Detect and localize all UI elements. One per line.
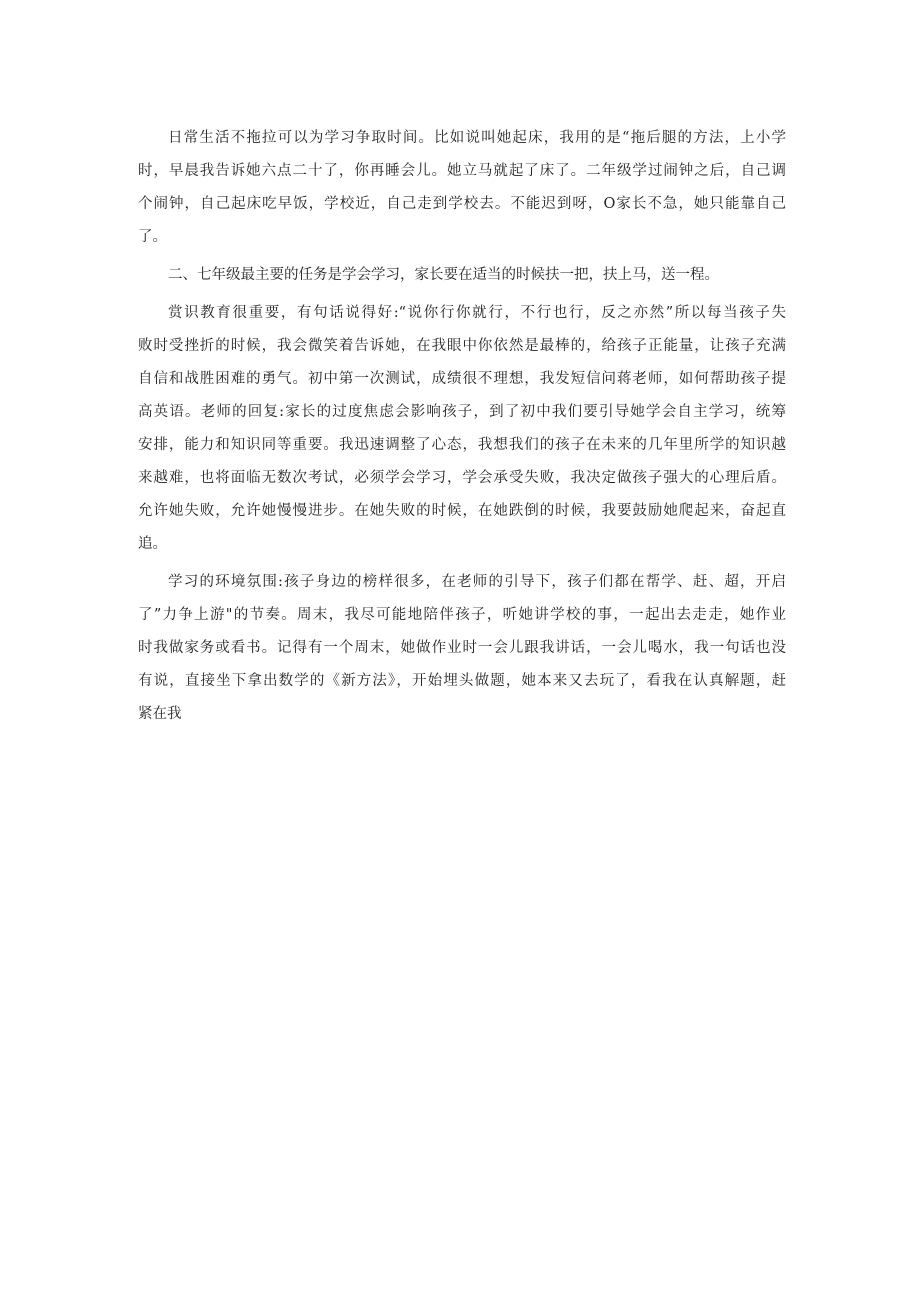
text-line: 了”力争上游"的节奏。周末，我尽可能地陪伴孩子，听她讲学校的事，一起出去走走，她作业: [138, 607, 786, 623]
paragraph-learning-environment: [138, 566, 786, 731]
text-line: 时，早晨我告诉她六点二十了，你再睡会儿。她立马就起了床了。二年级学过闹钟之后，自己调: [138, 163, 786, 179]
text-line: 追。: [138, 536, 167, 552]
text-line: 高英语。老师的回复:家长的过度焦虑会影响孩子，到了初中我们要引导她学会自主学习，统筹: [138, 404, 786, 420]
text-line: 安排，能力和知识同等重要。我迅速调整了心态，我想我们的孩子在未来的几年里所学的知识越: [138, 437, 786, 453]
text-line: 来越难，也将面临无数次考试，必须学会学习，学会承受失败，我决定做孩子强大的心理后盾。: [138, 470, 786, 486]
text-line: 败时受挫折的时候，我会微笑着告诉她，在我眼中你依然是最棒的，给孩子正能量，让孩子充满: [138, 338, 786, 354]
paragraph-daily-life: [138, 122, 786, 254]
text-line: 个闹钟，自己起床吃早饭，学校近，自己走到学校去。不能迟到呀，O家长不急，她只能靠自己: [138, 196, 786, 212]
text-line: 了。: [138, 229, 167, 245]
text-line: 二、七年级最主要的任务是学会学习，家长要在适当的时候扶一把，扶上马，送一程。: [168, 267, 719, 283]
paragraph-appreciation-education: [138, 297, 786, 561]
text-line: 有说，直接坐下拿出数学的《新方法》，开始埋头做题，她本来又去玩了，看我在认真解题，赶: [138, 673, 786, 689]
text-line: 紧在我: [138, 706, 182, 722]
text-line: 时我做家务或看书。记得有一个周末，她做作业时一会儿跟我讲话，一会儿喝水，我一句话也没: [138, 640, 786, 656]
text-line: 允许她失败，允许她慢慢进步。在她失败的时候，在她跌倒的时候，我要鼓励她爬起来，奋起直: [138, 503, 786, 519]
paragraph-section-heading: [138, 259, 786, 292]
document-body: [138, 122, 786, 731]
text-line: 日常生活不拖拉可以为学习争取时间。比如说叫她起床，我用的是“拖后腿的方法，上小学: [168, 130, 786, 146]
text-line: 赏识教育很重要，有句话说得好:“说你行你就行，不行也行，反之亦然”所以每当孩子失: [168, 305, 786, 321]
text-line: 自信和战胜困难的勇气。初中第一次测试，成绩很不理想，我发短信问蒋老师，如何帮助孩子提: [138, 371, 786, 387]
text-line: 学习的环境氛围:孩子身边的榜样很多，在老师的引导下，孩子们都在帮学、赶、超，开启: [168, 574, 786, 590]
